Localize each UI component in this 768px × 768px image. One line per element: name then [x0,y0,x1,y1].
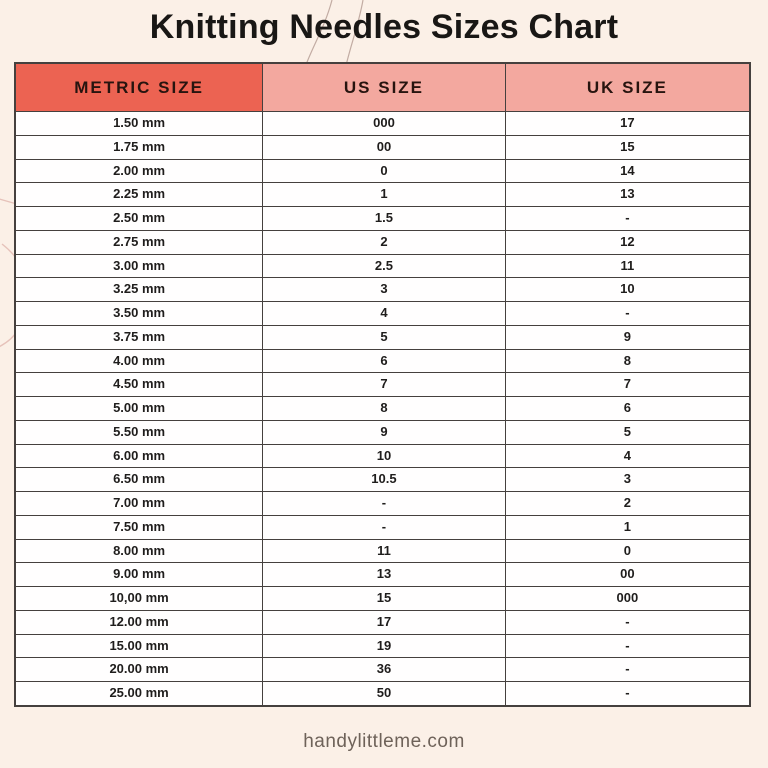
cell-uk: 6 [505,397,750,421]
cell-us: 19 [263,634,506,658]
cell-uk: - [505,634,750,658]
cell-uk: 000 [505,587,750,611]
cell-us: 15 [263,587,506,611]
cell-us: - [263,492,506,516]
cell-us: 11 [263,539,506,563]
cell-us: 17 [263,610,506,634]
cell-metric: 3.50 mm [15,302,263,326]
cell-metric: 12.00 mm [15,610,263,634]
cell-us: 8 [263,397,506,421]
cell-metric: 4.50 mm [15,373,263,397]
cell-uk: 1 [505,515,750,539]
cell-us: 3 [263,278,506,302]
cell-uk: 0 [505,539,750,563]
cell-metric: 7.00 mm [15,492,263,516]
table-row [15,468,750,492]
cell-us: 6 [263,349,506,373]
cell-metric: 3.25 mm [15,278,263,302]
cell-uk: 4 [505,444,750,468]
table-row [15,634,750,658]
cell-metric: 1.75 mm [15,135,263,159]
cell-us: 36 [263,658,506,682]
cell-uk: 14 [505,159,750,183]
cell-metric: 2.50 mm [15,207,263,231]
needle-size-table [14,62,751,707]
table-row [15,682,750,706]
cell-us: 10 [263,444,506,468]
cell-uk: 00 [505,563,750,587]
cell-uk: 5 [505,420,750,444]
cell-us: 5 [263,325,506,349]
cell-metric: 20.00 mm [15,658,263,682]
cell-metric: 6.00 mm [15,444,263,468]
cell-uk: 11 [505,254,750,278]
table-row [15,587,750,611]
table-row [15,492,750,516]
footer-site-url: handylittleme.com [303,731,465,752]
cell-metric: 10,00 mm [15,587,263,611]
cell-uk: - [505,610,750,634]
cell-metric: 2.00 mm [15,159,263,183]
cell-metric: 3.75 mm [15,325,263,349]
table-row [15,254,750,278]
cell-metric: 8.00 mm [15,539,263,563]
table-row [15,325,750,349]
table-body [15,112,750,706]
table-row [15,230,750,254]
table-row [15,302,750,326]
table-row [15,420,750,444]
table-row [15,610,750,634]
table-row [15,112,750,136]
cell-us: 1 [263,183,506,207]
cell-metric: 3.00 mm [15,254,263,278]
table-row [15,135,750,159]
page-title: Knitting Needles Sizes Chart [149,8,619,46]
cell-uk: 10 [505,278,750,302]
cell-metric: 9.00 mm [15,563,263,587]
table-row [15,349,750,373]
cell-uk: 13 [505,183,750,207]
cell-metric: 2.75 mm [15,230,263,254]
cell-us: 2 [263,230,506,254]
cell-uk: - [505,302,750,326]
cell-uk: 9 [505,325,750,349]
table-row [15,563,750,587]
column-header-uk-size: UK SIZE [505,63,750,112]
cell-metric: 15.00 mm [15,634,263,658]
cell-metric: 5.00 mm [15,397,263,421]
cell-metric: 2.25 mm [15,183,263,207]
cell-us: 10.5 [263,468,506,492]
cell-us: - [263,515,506,539]
cell-uk: 8 [505,349,750,373]
cell-us: 7 [263,373,506,397]
cell-uk: 2 [505,492,750,516]
table-row [15,397,750,421]
cell-metric: 4.00 mm [15,349,263,373]
cell-us: 4 [263,302,506,326]
cell-uk: - [505,682,750,706]
cell-us: 2.5 [263,254,506,278]
table-row [15,159,750,183]
cell-metric: 5.50 mm [15,420,263,444]
cell-us: 13 [263,563,506,587]
cell-metric: 6.50 mm [15,468,263,492]
cell-us: 9 [263,420,506,444]
table-row [15,373,750,397]
cell-uk: - [505,207,750,231]
table-row [15,515,750,539]
table-row [15,539,750,563]
cell-us: 50 [263,682,506,706]
cell-metric: 1.50 mm [15,112,263,136]
cell-uk: 17 [505,112,750,136]
table-header-row [15,63,750,112]
cell-metric: 25.00 mm [15,682,263,706]
column-header-us-size: US SIZE [263,63,506,112]
cell-uk: 7 [505,373,750,397]
cell-uk: - [505,658,750,682]
cell-us: 0 [263,159,506,183]
table-row [15,207,750,231]
table-row [15,658,750,682]
cell-us: 1.5 [263,207,506,231]
cell-metric: 7.50 mm [15,515,263,539]
table-row [15,278,750,302]
table-row [15,444,750,468]
cell-uk: 12 [505,230,750,254]
cell-us: 00 [263,135,506,159]
cell-uk: 15 [505,135,750,159]
cell-uk: 3 [505,468,750,492]
table-row [15,183,750,207]
cell-us: 000 [263,112,506,136]
column-header-metric-size: METRIC SIZE [15,63,263,112]
